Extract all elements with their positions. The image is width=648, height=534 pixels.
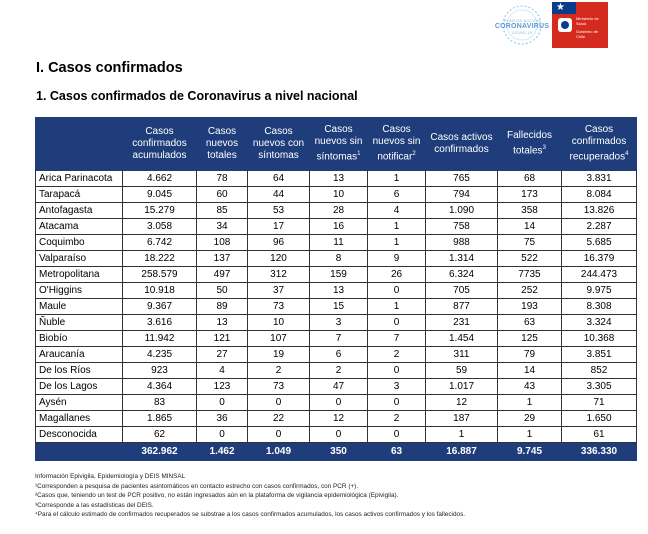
region-cell: Metropolitana [36, 267, 123, 283]
total-cell: 9.745 [498, 443, 562, 461]
table-row [36, 299, 637, 315]
value-cell: 4 [368, 203, 426, 219]
value-cell: 1.865 [123, 411, 197, 427]
region-cell: O'Higgins [36, 283, 123, 299]
value-cell: 8 [310, 251, 368, 267]
region-cell: Araucanía [36, 347, 123, 363]
region-cell: Ñuble [36, 315, 123, 331]
value-cell: 7 [368, 331, 426, 347]
column-header [36, 118, 123, 171]
value-cell: 0 [310, 427, 368, 443]
value-cell: 4.364 [123, 379, 197, 395]
table-row [36, 235, 637, 251]
value-cell: 187 [426, 411, 498, 427]
value-cell: 14 [498, 219, 562, 235]
region-cell: Aysén [36, 395, 123, 411]
value-cell: 10 [310, 187, 368, 203]
value-cell: 258.579 [123, 267, 197, 283]
value-cell: 1.650 [562, 411, 637, 427]
value-cell: 53 [248, 203, 310, 219]
value-cell: 1 [498, 427, 562, 443]
value-cell: 852 [562, 363, 637, 379]
total-cell: 362.962 [123, 443, 197, 461]
value-cell: 358 [498, 203, 562, 219]
column-header: Casos nuevos totales [197, 118, 248, 171]
value-cell: 15.279 [123, 203, 197, 219]
value-cell: 78 [197, 171, 248, 187]
value-cell: 5.685 [562, 235, 637, 251]
value-cell: 0 [368, 363, 426, 379]
region-cell: De los Lagos [36, 379, 123, 395]
value-cell: 6.324 [426, 267, 498, 283]
table-row [36, 219, 637, 235]
value-cell: 2 [368, 411, 426, 427]
value-cell: 37 [248, 283, 310, 299]
table-row [36, 347, 637, 363]
value-cell: 1.454 [426, 331, 498, 347]
value-cell: 705 [426, 283, 498, 299]
region-cell: Biobío [36, 331, 123, 347]
region-cell: Arica Parinacota [36, 171, 123, 187]
subsection-title: 1. Casos confirmados de Coronavirus a nivel nacional [36, 89, 358, 103]
value-cell: 12 [426, 395, 498, 411]
value-cell: 0 [368, 283, 426, 299]
value-cell: 73 [248, 379, 310, 395]
total-cell: 1.462 [197, 443, 248, 461]
value-cell: 61 [562, 427, 637, 443]
value-cell: 794 [426, 187, 498, 203]
value-cell: 28 [310, 203, 368, 219]
value-cell: 10.368 [562, 331, 637, 347]
region-cell: Valparaíso [36, 251, 123, 267]
value-cell: 1 [368, 299, 426, 315]
confirmed-cases-table [35, 117, 637, 461]
value-cell: 312 [248, 267, 310, 283]
value-cell: 11 [310, 235, 368, 251]
value-cell: 137 [197, 251, 248, 267]
region-cell: Tarapacá [36, 187, 123, 203]
value-cell: 47 [310, 379, 368, 395]
table-row [36, 331, 637, 347]
value-cell: 13.826 [562, 203, 637, 219]
region-cell: Coquimbo [36, 235, 123, 251]
shield-icon [558, 18, 572, 32]
value-cell: 3.305 [562, 379, 637, 395]
value-cell: 9.367 [123, 299, 197, 315]
value-cell: 59 [426, 363, 498, 379]
value-cell: 34 [197, 219, 248, 235]
value-cell: 120 [248, 251, 310, 267]
government-logo: Ministerio de Salud Gobierno de Chile ★ [552, 2, 608, 48]
table-row [36, 187, 637, 203]
value-cell: 44 [248, 187, 310, 203]
table-header-row [36, 118, 637, 171]
value-cell: 0 [248, 395, 310, 411]
value-cell: 36 [197, 411, 248, 427]
value-cell: 2.287 [562, 219, 637, 235]
total-cell [36, 443, 123, 461]
value-cell: 13 [197, 315, 248, 331]
value-cell: 19 [248, 347, 310, 363]
value-cell: 2 [248, 363, 310, 379]
column-header: Fallecidos totales$^3$ [498, 118, 562, 171]
region-cell: Desconocida [36, 427, 123, 443]
value-cell: 3.851 [562, 347, 637, 363]
column-header: Casos nuevos con síntomas [248, 118, 310, 171]
table-row [36, 203, 637, 219]
column-header: Casos nuevos sin notificar$^2$ [368, 118, 426, 171]
value-cell: 64 [248, 171, 310, 187]
table-row [36, 251, 637, 267]
total-cell: 1.049 [248, 443, 310, 461]
value-cell: 16.379 [562, 251, 637, 267]
value-cell: 68 [498, 171, 562, 187]
table-row [36, 427, 637, 443]
table-row [36, 379, 637, 395]
value-cell: 244.473 [562, 267, 637, 283]
value-cell: 60 [197, 187, 248, 203]
value-cell: 1 [368, 235, 426, 251]
value-cell: 765 [426, 171, 498, 187]
value-cell: 2 [310, 363, 368, 379]
footnote: ³Corresponde a las estadísticas del DEIS. [35, 501, 154, 509]
value-cell: 13 [310, 283, 368, 299]
value-cell: 71 [562, 395, 637, 411]
value-cell: 79 [498, 347, 562, 363]
value-cell: 43 [498, 379, 562, 395]
value-cell: 83 [123, 395, 197, 411]
value-cell: 121 [197, 331, 248, 347]
value-cell: 4.662 [123, 171, 197, 187]
value-cell: 96 [248, 235, 310, 251]
value-cell: 193 [498, 299, 562, 315]
value-cell: 12 [310, 411, 368, 427]
value-cell: 123 [197, 379, 248, 395]
value-cell: 6 [368, 187, 426, 203]
region-cell: Magallanes [36, 411, 123, 427]
total-cell: 16.887 [426, 443, 498, 461]
value-cell: 11.942 [123, 331, 197, 347]
value-cell: 252 [498, 283, 562, 299]
value-cell: 923 [123, 363, 197, 379]
value-cell: 1.314 [426, 251, 498, 267]
value-cell: 75 [498, 235, 562, 251]
value-cell: 18.222 [123, 251, 197, 267]
value-cell: 988 [426, 235, 498, 251]
value-cell: 13 [310, 171, 368, 187]
table-row [36, 315, 637, 331]
value-cell: 8.084 [562, 187, 637, 203]
star-icon: ★ [556, 2, 565, 13]
value-cell: 108 [197, 235, 248, 251]
value-cell: 15 [310, 299, 368, 315]
value-cell: 0 [368, 395, 426, 411]
value-cell: 311 [426, 347, 498, 363]
value-cell: 26 [368, 267, 426, 283]
value-cell: 0 [197, 427, 248, 443]
value-cell: 231 [426, 315, 498, 331]
value-cell: 0 [368, 427, 426, 443]
value-cell: 29 [498, 411, 562, 427]
value-cell: 522 [498, 251, 562, 267]
footnote: ²Casos que, teniendo un test de PCR positivo, no están ingresados aún en la plataforma de vigilancia epidemiológica (Epivigila). [35, 492, 399, 500]
value-cell: 1 [368, 171, 426, 187]
value-cell: 73 [248, 299, 310, 315]
table-row [36, 395, 637, 411]
value-cell: 3 [310, 315, 368, 331]
value-cell: 125 [498, 331, 562, 347]
region-cell: Maule [36, 299, 123, 315]
value-cell: 877 [426, 299, 498, 315]
value-cell: 6.742 [123, 235, 197, 251]
value-cell: 0 [248, 427, 310, 443]
total-cell: 350 [310, 443, 368, 461]
region-cell: Antofagasta [36, 203, 123, 219]
column-header: Casos activos confirmados [426, 118, 498, 171]
column-header: Casos confirmados recuperados$^4$ [562, 118, 637, 171]
table-row [36, 283, 637, 299]
value-cell: 2 [368, 347, 426, 363]
value-cell: 89 [197, 299, 248, 315]
value-cell: 10 [248, 315, 310, 331]
value-cell: 7 [310, 331, 368, 347]
value-cell: 3.324 [562, 315, 637, 331]
column-header: Casos nuevos sin síntomas$^1$ [310, 118, 368, 171]
table-row [36, 363, 637, 379]
campaign-logo-text: PLAN DE ACCIÓN CORONAVIRUS COVID-19 [494, 18, 550, 35]
footnotes [35, 472, 465, 520]
footnote: Información Epivigila, Epidemiología y DEIS MINSAL [35, 473, 186, 480]
total-cell: 63 [368, 443, 426, 461]
value-cell: 4 [197, 363, 248, 379]
value-cell: 6 [310, 347, 368, 363]
value-cell: 85 [197, 203, 248, 219]
value-cell: 8.308 [562, 299, 637, 315]
footnote: ¹Corresponden a pesquisa de pacientes asintomáticos en contacto estrecho con casos confirmados, con PCR (+). [35, 482, 359, 490]
value-cell: 50 [197, 283, 248, 299]
table-row [36, 267, 637, 283]
value-cell: 3.831 [562, 171, 637, 187]
value-cell: 3.616 [123, 315, 197, 331]
value-cell: 9.045 [123, 187, 197, 203]
value-cell: 16 [310, 219, 368, 235]
value-cell: 22 [248, 411, 310, 427]
region-cell: De los Ríos [36, 363, 123, 379]
value-cell: 0 [310, 395, 368, 411]
value-cell: 62 [123, 427, 197, 443]
value-cell: 1.017 [426, 379, 498, 395]
value-cell: 27 [197, 347, 248, 363]
value-cell: 497 [197, 267, 248, 283]
value-cell: 10.918 [123, 283, 197, 299]
total-cell: 336.330 [562, 443, 637, 461]
table-row [36, 171, 637, 187]
footnote: ⁴Para el cálculo estimado de confirmados recuperados se substrae a los casos confirmados acumulados, los casos activos confirmados y los fallecidos. [35, 511, 466, 519]
section-title: I. Casos confirmados [36, 60, 183, 76]
value-cell: 7735 [498, 267, 562, 283]
value-cell: 1 [426, 427, 498, 443]
value-cell: 4.235 [123, 347, 197, 363]
value-cell: 9 [368, 251, 426, 267]
value-cell: 17 [248, 219, 310, 235]
value-cell: 173 [498, 187, 562, 203]
value-cell: 3.058 [123, 219, 197, 235]
value-cell: 758 [426, 219, 498, 235]
table-row [36, 411, 637, 427]
value-cell: 1.090 [426, 203, 498, 219]
value-cell: 0 [368, 315, 426, 331]
value-cell: 63 [498, 315, 562, 331]
value-cell: 0 [197, 395, 248, 411]
value-cell: 9.975 [562, 283, 637, 299]
value-cell: 159 [310, 267, 368, 283]
value-cell: 14 [498, 363, 562, 379]
region-cell: Atacama [36, 219, 123, 235]
column-header: Casos confirmados acumulados [123, 118, 197, 171]
value-cell: 107 [248, 331, 310, 347]
value-cell: 1 [498, 395, 562, 411]
totals-row [36, 443, 637, 461]
value-cell: 1 [368, 219, 426, 235]
value-cell: 3 [368, 379, 426, 395]
